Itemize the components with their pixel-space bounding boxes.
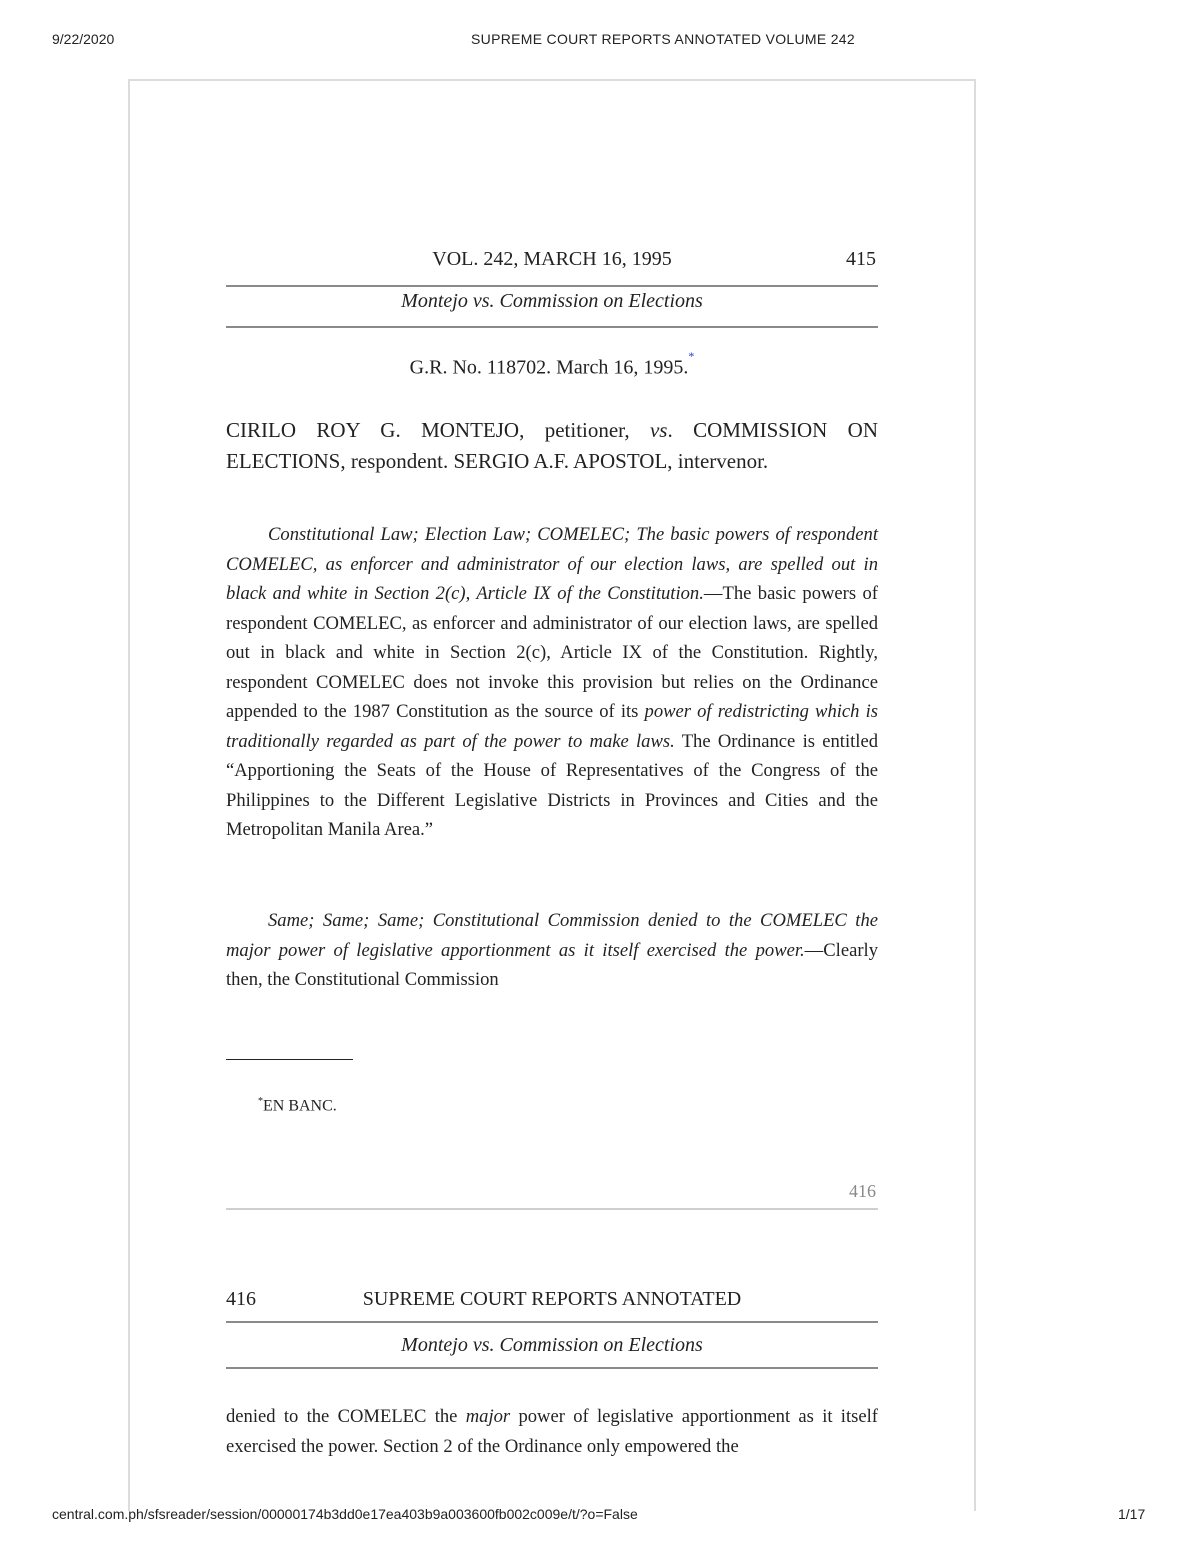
syllabus-paragraph-2 (226, 906, 878, 995)
case-parties (226, 415, 878, 477)
print-url: central.com.ph/sfsreader/session/00000174b3dd0e17ea403b9a003600fb002c009e/t/?o=False (52, 1506, 638, 1522)
page-number: 416 (226, 1288, 256, 1310)
header-rule (226, 1321, 878, 1323)
syllabus-2-head: Same; Same; Same; Constitutional Commission denied to the COMELEC the major power of legislative apportionment as it itself exercised the power. (226, 910, 878, 961)
page-divider (226, 1208, 878, 1210)
running-head-title: SUPREME COURT REPORTS ANNOTATED (362, 1288, 742, 1310)
case-title: Montejo vs. Commission on Elections (401, 1334, 703, 1356)
footnote-mark: * (258, 1096, 263, 1107)
body-text-a: denied to the COMELEC the (226, 1406, 466, 1427)
gr-number (226, 349, 878, 380)
footnote-link[interactable]: * (688, 349, 695, 363)
syllabus-paragraph-1 (226, 520, 878, 845)
case-title: Montejo vs. Commission on Elections (401, 290, 703, 312)
body-text-b: power of legislative apportionment as it itself exercised the power. Section 2 of the Ordinance only empowered the (226, 1406, 878, 1457)
header-rule (226, 1367, 878, 1369)
page-number: 415 (846, 248, 876, 270)
parties-rest: . COMMISSION ON ELECTIONS, respondent. SERGIO A.F. APOSTOL, intervenor. (226, 418, 878, 473)
print-date: 9/22/2020 (52, 31, 115, 47)
syllabus-2-body: —Clearly then, the Constitutional Commission (226, 939, 878, 990)
body-paragraph (226, 1402, 878, 1461)
body-italic: major (465, 1406, 511, 1427)
syllabus-1-body-b: The Ordinance is entitled “Apportioning the Seats of the House of Representatives of the Congress of the Philippines to the Different Legislative Districts in Provinces and Cities and the Metropolitan Manila Area.” (226, 730, 878, 840)
header-rule (226, 326, 878, 328)
running-head-title: VOL. 242, MARCH 16, 1995 (432, 248, 672, 270)
syllabus-1-head: Constitutional Law; Election Law; COMELEC; The basic powers of respondent COMELEC, as enforcer and administrator of our election laws, are spelled out in black and white in Section 2(c), Article IX of the Constitution. (226, 524, 878, 604)
gr-number-text: G.R. No. 118702. March 16, 1995. (409, 356, 689, 379)
print-title: SUPREME COURT REPORTS ANNOTATED VOLUME 242 (471, 31, 855, 47)
footnote (258, 1096, 337, 1115)
print-page-count: 1/17 (1118, 1506, 1146, 1522)
parties-vs: vs (649, 418, 668, 442)
syllabus-1-italic: power of redistricting which is traditionally regarded as part of the power to make laws. (226, 701, 878, 752)
parties-petitioner: CIRILO ROY G. MONTEJO, petitioner, (226, 418, 630, 442)
header-rule (226, 285, 878, 287)
syllabus-1-body-a: —The basic powers of respondent COMELEC, as enforcer and administrator of our election laws, are spelled out in black and white in Section 2(c), Article IX of the Constitution. Rightly, respondent COMELEC does not invoke this provision but relies on the Ordinance appended to the 1987 Constitution as the source of its (226, 583, 878, 722)
footnote-rule (226, 1059, 353, 1060)
next-page-number: 416 (849, 1181, 876, 1201)
footnote-text: EN BANC. (263, 1097, 337, 1115)
